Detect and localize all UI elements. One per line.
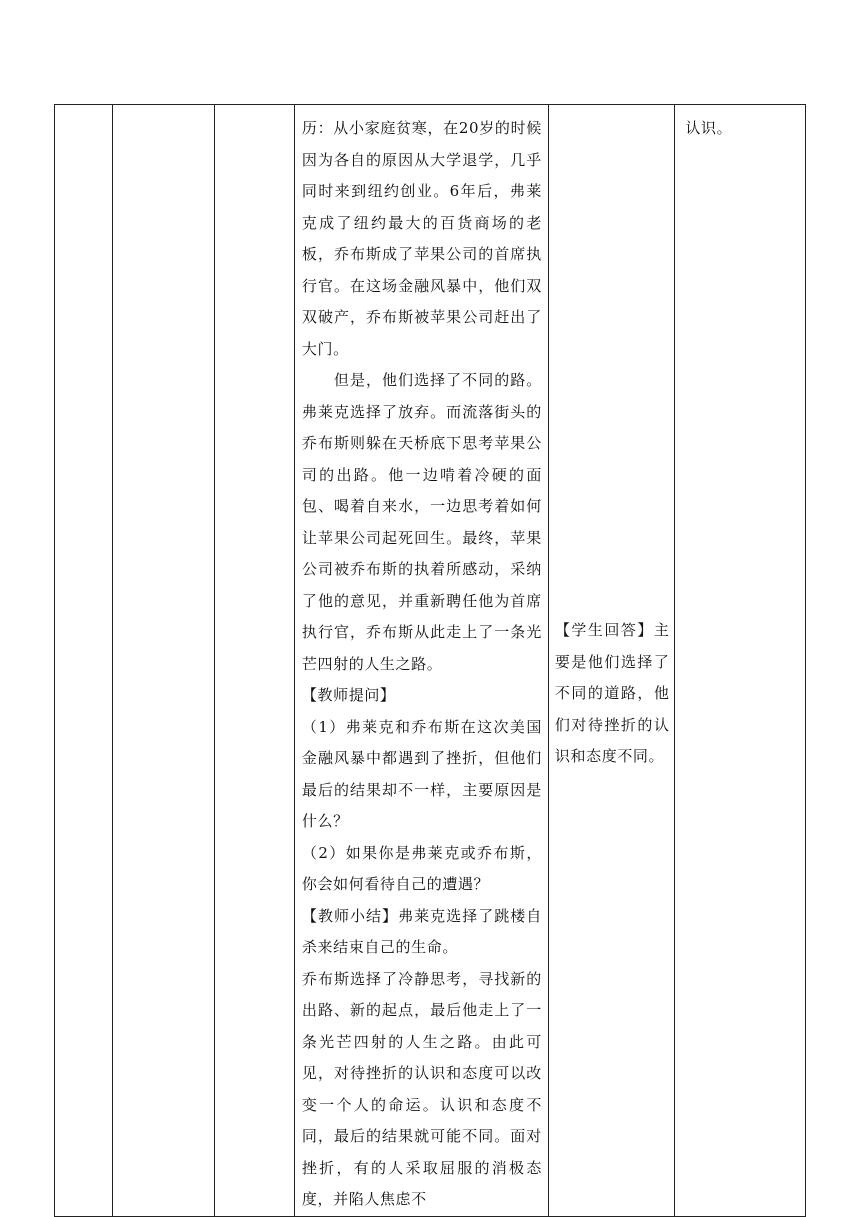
design-intent-cell — [675, 105, 806, 1217]
teacher-activity-content — [295, 105, 548, 1216]
lesson-plan-table — [54, 104, 806, 1217]
teacher-question-heading: 【教师提问】 — [301, 686, 396, 704]
table-cell-empty-2 — [113, 105, 214, 1217]
table-row — [55, 105, 806, 1217]
story-paragraph-2: 但是，他们选择了不同的路。弗莱克选择了放弃。而流落街头的乔布斯则躲在天桥底下思考苹果公司的出路。他一边啃着冷硬的面包、喝着自来水，一边思考着如何让苹果公司起死回生。最终，苹果公司被乔布斯的执着所感动，采纳了他的意见，并重新聘任他为首席执行官，乔布斯从此走上了一条光芒四射的人生之路。 — [301, 371, 542, 673]
teacher-question-2: （2）如果你是弗莱克或乔布斯，你会如何看待自己的遭遇？ — [301, 843, 542, 893]
student-activity-cell — [548, 105, 675, 1217]
design-intent-text: 认识。 — [685, 119, 733, 137]
table-cell-empty-3 — [214, 105, 294, 1217]
table-cell-empty-1 — [55, 105, 113, 1217]
summary-paragraph: 乔布斯选择了冷静思考，寻找新的出路、新的起点，最后他走上了一条光芒四射的人生之路。由此可见，对待挫折的认识和态度可以改变一个人的命运。认识和态度不同，最后的结果就可能不同。面对挫折，有的人采取屈服的消极态度，并陷人焦虑不 — [301, 969, 542, 1208]
student-answer: 【学生回答】主要是他们选择了不同的道路，他们对待挫折的认识和态度不同。 — [554, 621, 670, 765]
teacher-summary: 【教师小结】弗莱克选择了跳楼自杀来结束自己的生命。 — [301, 906, 542, 956]
teacher-question-1: （1）弗莱克和乔布斯在这次美国金融风暴中都遇到了挫折，但他们最后的结果却不一样，主要原因是什么？ — [301, 717, 542, 830]
story-paragraph-1: 历：从小家庭贫寒，在20岁的时候因为各自的原因从大学退学，几乎同时来到纽约创业。6年后，弗莱克成了纽约最大的百货商场的老板，乔布斯成了苹果公司的首席执行官。在这场金融风暴中，他们双双破产，乔布斯被苹果公司赶出了大门。 — [301, 119, 542, 358]
teacher-activity-cell — [294, 105, 548, 1217]
